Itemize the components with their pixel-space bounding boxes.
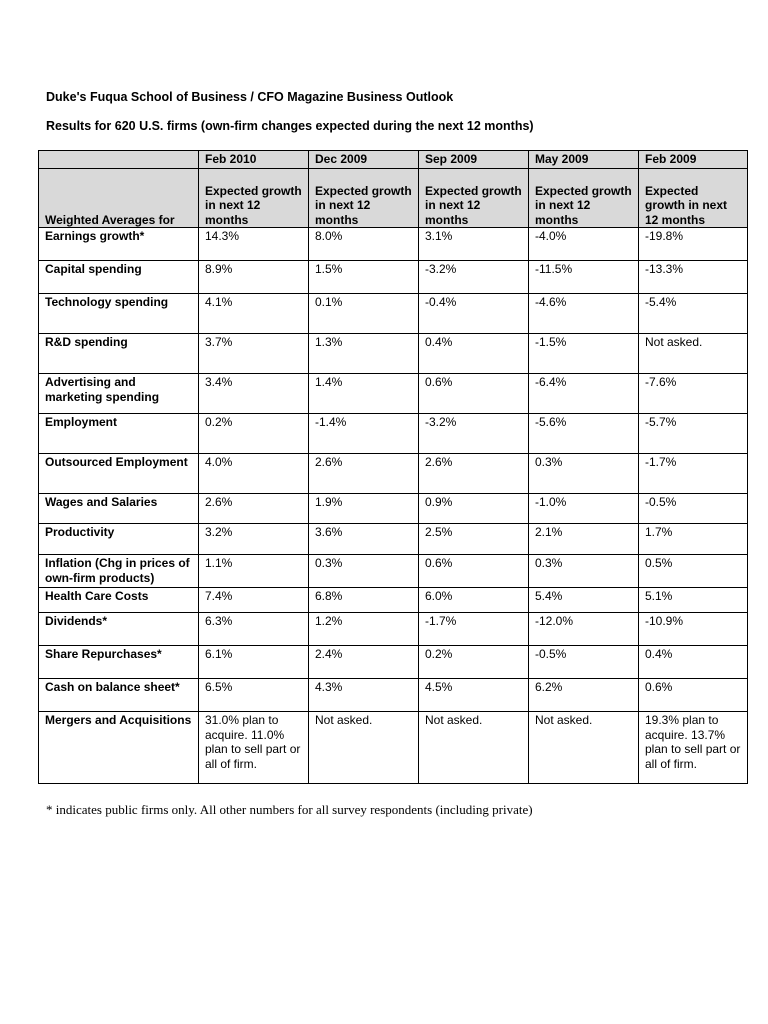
table-cell: -6.4% (529, 374, 639, 414)
footnote: * indicates public firms only. All other numbers for all survey respondents (including private) (46, 802, 533, 817)
table-cell: 0.2% (199, 414, 309, 454)
table-cell: 1.5% (309, 261, 419, 294)
table-cell: 6.2% (529, 679, 639, 712)
table-cell: 3.6% (309, 524, 419, 555)
row-label: Health Care Costs (39, 588, 199, 613)
table-row (39, 524, 748, 555)
row-label: Outsourced Employment (39, 454, 199, 494)
table-cell: 4.5% (419, 679, 529, 712)
table-cell: 1.3% (309, 334, 419, 374)
table-cell: -1.7% (419, 613, 529, 646)
table-row (39, 588, 748, 613)
table-cell: 2.6% (309, 454, 419, 494)
row-label: Wages and Salaries (39, 494, 199, 524)
table-cell: -0.4% (419, 294, 529, 334)
row-label: Dividends* (39, 613, 199, 646)
table-cell: -1.7% (639, 454, 748, 494)
table-row (39, 228, 748, 261)
table-cell: 1.2% (309, 613, 419, 646)
table-cell: -12.0% (529, 613, 639, 646)
header-row-periods (39, 151, 748, 169)
table-cell: 0.6% (419, 555, 529, 588)
table-cell: 2.5% (419, 524, 529, 555)
table-cell: 4.1% (199, 294, 309, 334)
row-label: Share Repurchases* (39, 646, 199, 679)
table-cell: -4.0% (529, 228, 639, 261)
table-cell: 0.1% (309, 294, 419, 334)
table-cell: -5.7% (639, 414, 748, 454)
table-cell: 2.4% (309, 646, 419, 679)
table-cell: 6.5% (199, 679, 309, 712)
table-row (39, 374, 748, 414)
period-header: Feb 2009 (639, 151, 748, 169)
table-cell: 6.0% (419, 588, 529, 613)
row-label: Advertising and marketing spending (39, 374, 199, 414)
table-cell: Not asked. (309, 712, 419, 784)
table-cell: 5.4% (529, 588, 639, 613)
table-row (39, 294, 748, 334)
table-cell: -4.6% (529, 294, 639, 334)
table-cell: 14.3% (199, 228, 309, 261)
row-label: Productivity (39, 524, 199, 555)
report-subtitle: Results for 620 U.S. firms (own-firm changes expected during the next 12 months) (46, 119, 534, 133)
table-cell: 3.1% (419, 228, 529, 261)
row-label: Technology spending (39, 294, 199, 334)
table-cell: 0.6% (639, 679, 748, 712)
table-row (39, 494, 748, 524)
table-cell: 1.7% (639, 524, 748, 555)
table-cell: Not asked. (639, 334, 748, 374)
table-cell: Not asked. (419, 712, 529, 784)
survey-table (38, 150, 748, 784)
table-cell: 0.2% (419, 646, 529, 679)
table-cell: -0.5% (529, 646, 639, 679)
table-cell: 19.3% plan to acquire. 13.7% plan to sell part or all of firm. (639, 712, 748, 784)
table-cell: 6.3% (199, 613, 309, 646)
table-cell: 0.4% (639, 646, 748, 679)
table-cell: 0.3% (529, 555, 639, 588)
header-row-subheader (39, 169, 748, 228)
table-cell: -5.6% (529, 414, 639, 454)
row-label: R&D spending (39, 334, 199, 374)
table-cell: 1.4% (309, 374, 419, 414)
table-cell: 1.9% (309, 494, 419, 524)
period-header: Feb 2010 (199, 151, 309, 169)
sub-header: Expected growth in next 12 months (419, 169, 529, 228)
table-cell: 0.5% (639, 555, 748, 588)
table-row (39, 646, 748, 679)
table-cell: 0.3% (529, 454, 639, 494)
table-cell: 0.9% (419, 494, 529, 524)
table-cell: Not asked. (529, 712, 639, 784)
table-cell: -3.2% (419, 261, 529, 294)
table-cell: 8.0% (309, 228, 419, 261)
table-cell: -3.2% (419, 414, 529, 454)
table-cell: 0.3% (309, 555, 419, 588)
row-label: Employment (39, 414, 199, 454)
table-cell: -5.4% (639, 294, 748, 334)
table-cell: -11.5% (529, 261, 639, 294)
sub-header: Expected growth in next 12 months (309, 169, 419, 228)
table-cell: 6.8% (309, 588, 419, 613)
table-row (39, 555, 748, 588)
period-header: May 2009 (529, 151, 639, 169)
table-cell: 6.1% (199, 646, 309, 679)
table-row (39, 613, 748, 646)
table-cell: -1.5% (529, 334, 639, 374)
row-label: Inflation (Chg in prices of own-firm products) (39, 555, 199, 588)
table-row (39, 679, 748, 712)
row-label: Capital spending (39, 261, 199, 294)
table-cell: -1.0% (529, 494, 639, 524)
table-cell: -7.6% (639, 374, 748, 414)
table-cell: 7.4% (199, 588, 309, 613)
period-header: Dec 2009 (309, 151, 419, 169)
table-row (39, 454, 748, 494)
sub-header: Expected growth in next 12 months (639, 169, 748, 228)
table-cell: -1.4% (309, 414, 419, 454)
table-cell: 0.4% (419, 334, 529, 374)
row-label: Earnings growth* (39, 228, 199, 261)
corner-label: Weighted Averages for (39, 169, 199, 228)
period-header: Sep 2009 (419, 151, 529, 169)
sub-header: Expected growth in next 12 months (199, 169, 309, 228)
table-cell: 8.9% (199, 261, 309, 294)
table-cell: 0.6% (419, 374, 529, 414)
table-cell: 4.3% (309, 679, 419, 712)
table-cell: 31.0% plan to acquire. 11.0% plan to sell part or all of firm. (199, 712, 309, 784)
table-row (39, 712, 748, 784)
table-cell: 5.1% (639, 588, 748, 613)
table-cell: -10.9% (639, 613, 748, 646)
row-label: Mergers and Acquisitions (39, 712, 199, 784)
table-cell: 3.2% (199, 524, 309, 555)
table-cell: -19.8% (639, 228, 748, 261)
table-cell: -13.3% (639, 261, 748, 294)
row-label: Cash on balance sheet* (39, 679, 199, 712)
table-cell: -0.5% (639, 494, 748, 524)
table-cell: 3.4% (199, 374, 309, 414)
table-row (39, 414, 748, 454)
report-title: Duke's Fuqua School of Business / CFO Magazine Business Outlook (46, 90, 454, 104)
table-cell: 1.1% (199, 555, 309, 588)
table-cell: 4.0% (199, 454, 309, 494)
table-cell: 3.7% (199, 334, 309, 374)
table-cell: 2.6% (419, 454, 529, 494)
table-row (39, 261, 748, 294)
table-cell: 2.1% (529, 524, 639, 555)
sub-header: Expected growth in next 12 months (529, 169, 639, 228)
header-corner-top (39, 151, 199, 169)
table-cell: 2.6% (199, 494, 309, 524)
table-row (39, 334, 748, 374)
